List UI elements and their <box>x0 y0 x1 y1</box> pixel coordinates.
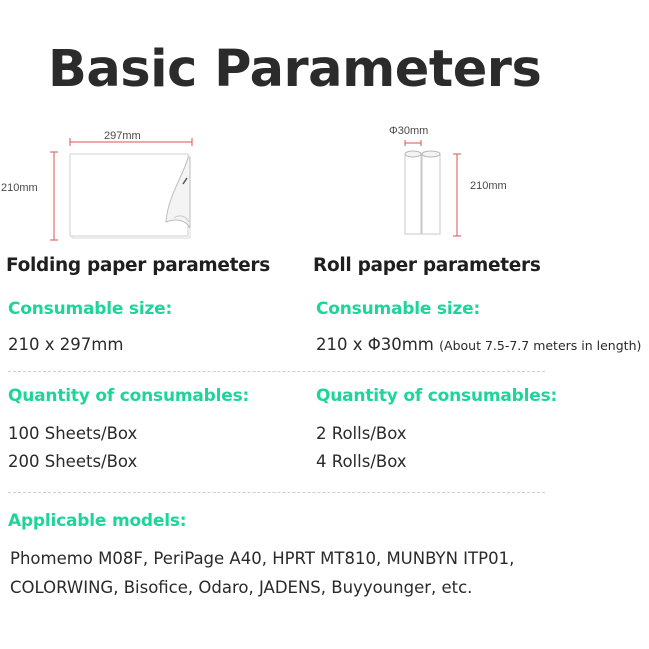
models-label: Applicable models: <box>8 511 187 531</box>
folding-quantity-item: 200 Sheets/Box <box>8 452 138 471</box>
folding-size-label: Consumable size: <box>8 299 173 319</box>
models-line: COLORWING, Bisofice, Odaro, JADENS, Buyyounger, etc. <box>10 578 473 597</box>
section-divider <box>8 492 545 493</box>
section-divider <box>8 371 545 372</box>
roll-paper-heading: Roll paper parameters <box>313 255 541 276</box>
roll-paper-diagram <box>380 130 480 242</box>
models-list <box>10 544 640 602</box>
roll-size-label: Consumable size: <box>316 299 481 319</box>
folding-paper-heading: Folding paper parameters <box>6 255 270 276</box>
folding-quantity-label: Quantity of consumables: <box>8 386 250 406</box>
roll-quantity-label: Quantity of consumables: <box>316 386 558 406</box>
roll-size-note: (About 7.5-7.7 meters in length) <box>439 338 642 353</box>
roll-size-main: 210 x Φ30mm <box>316 335 434 354</box>
roll-diameter-label: Φ30mm <box>389 125 429 137</box>
page-title: Basic Parameters <box>48 40 542 99</box>
roll-height-label: 210mm <box>470 180 507 192</box>
roll-size-value <box>316 335 641 354</box>
models-line: Phomemo M08F, PeriPage A40, HPRT MT810, MUNBYN ITP01, <box>10 549 515 568</box>
folding-size-value: 210 x 297mm <box>8 335 124 354</box>
folding-height-label: 210mm <box>1 182 38 194</box>
folding-quantity-item: 100 Sheets/Box <box>8 424 138 443</box>
roll-quantity-item: 2 Rolls/Box <box>316 424 407 443</box>
folding-width-label: 297mm <box>104 130 141 142</box>
roll-quantity-item: 4 Rolls/Box <box>316 452 407 471</box>
